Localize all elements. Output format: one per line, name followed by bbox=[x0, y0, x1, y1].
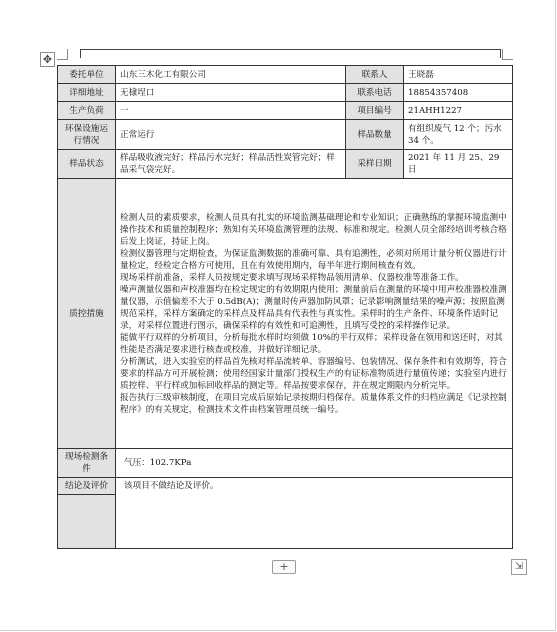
qc-paragraph: 分析测试，进入实验室的样品首先核对样品流转单、容器编号、包装情况、保存条件和有效期等，符合要求的样品方可开展检测；使用经国家计量部门授权生产的有证标准物质进行量值传递；实验室内进行质控样、平行样或加标回收样品的测定等。样品按要求保存，并在规定期限内分析完毕。 bbox=[120, 356, 507, 391]
address-value[interactable]: 无棣埕口 bbox=[116, 84, 346, 102]
qc-paragraph: 检测人员的素质要求，检测人员具有扎实的环境监测基础理论和专业知识；正确熟练的掌握环境监测中操作技术和质量控制程序；熟知有关环境监测管理的法规、标准和规定。检测人员全部经培训考核合格后发上岗证，持证上岗。 bbox=[120, 212, 507, 247]
table-row bbox=[58, 84, 513, 102]
phone-label: 联系电话 bbox=[346, 84, 404, 102]
qc-measures[interactable] bbox=[116, 179, 513, 449]
qc-paragraph: 检测仪器管理与定期检查，为保证监测数据的准确可靠、具有追溯性，必须对所用计量分析仪器进行计量检定，经检定合格方可使用，且在有效使用期内，每半年进行期间核查有效。 bbox=[120, 248, 507, 271]
table-row bbox=[58, 120, 513, 150]
header-rule bbox=[80, 49, 501, 58]
conclusion-label: 结论及评价 bbox=[58, 478, 116, 495]
qc-paragraph: 能做平行双样的分析项目，分析每批水样时均须做 10%的平行双样；采样设备在领用和送还时，对其性能是否满足要求进行核查或校准，并做好详细记录。 bbox=[120, 332, 503, 355]
client-value[interactable]: 山东三木化工有限公司 bbox=[116, 66, 346, 84]
table-row bbox=[58, 150, 513, 179]
qc-label: 质控措施 bbox=[58, 179, 116, 449]
table-row bbox=[58, 478, 513, 495]
sample-state-label: 样品状态 bbox=[58, 150, 116, 179]
qc-paragraph: 现场采样前准备，采样人员按规定要求填写现场采样物品领用清单、仪器校准等准备工作。 bbox=[120, 272, 464, 283]
phone-value[interactable]: 18854357408 bbox=[404, 84, 513, 102]
table-resize-icon[interactable]: ⇲ bbox=[511, 559, 527, 575]
table-row bbox=[58, 66, 513, 84]
production-label: 生产负荷 bbox=[58, 102, 116, 120]
sample-qty-value[interactable]: 有组织废气 12 个；污水 34 个。 bbox=[404, 120, 513, 150]
production-value[interactable]: 一 bbox=[116, 102, 346, 120]
conclusion-value[interactable]: 该项目不做结论及评价。 bbox=[116, 478, 513, 549]
address-label: 详细地址 bbox=[58, 84, 116, 102]
facility-label: 环保设施运行情况 bbox=[58, 120, 116, 150]
sample-state-value[interactable]: 样品吸收液完好；样品污水完好；样品活性炭管完好；样品采气袋完好。 bbox=[116, 150, 346, 179]
client-label: 委托单位 bbox=[58, 66, 116, 84]
sample-date-label: 采样日期 bbox=[346, 150, 404, 179]
table-row bbox=[58, 449, 513, 478]
contact-label: 联系人 bbox=[346, 66, 404, 84]
weather-value[interactable]: 气压：102.7KPa bbox=[116, 449, 513, 478]
project-no-label: 项目编号 bbox=[346, 102, 404, 120]
add-row-plus-icon[interactable]: + bbox=[272, 560, 296, 574]
contact-value[interactable]: 王晓磊 bbox=[404, 66, 513, 84]
qc-paragraph: 噪声测量仪器和声校准器均在检定规定的有效期限内使用；测量前后在测量的环境中用声校准器校准测量仪器，示值偏差不大于 0.5dB(A)；测量时传声器加防风罩；记录影响测量结果的噪声源；按照监测规范采样，采样方案确定的采样点及样品具有代表性与真实性。采样时的生产条件、环境条件适时记录，对采样位置进行图示，确保采样的有效性和可追溯性，且填写受控的采样操作记录。 bbox=[120, 284, 507, 331]
weather-label: 现场检测条件 bbox=[58, 449, 116, 478]
table-move-handle-icon[interactable]: ✥ bbox=[40, 52, 55, 67]
project-no-value[interactable]: 21AHH1227 bbox=[404, 102, 513, 120]
table-row bbox=[58, 102, 513, 120]
inspection-info-table bbox=[57, 65, 513, 549]
crop-mark-top-left bbox=[57, 49, 68, 60]
crop-mark-top-right bbox=[502, 49, 513, 60]
qc-paragraph: 报告执行三级审核制度，在项目完成后原始记录按期归档保存。质量体系文件的归档应满足《记录控制程序》的有关规定，检测技术文件由档案管理员统一编号。 bbox=[120, 392, 507, 415]
sample-qty-label: 样品数量 bbox=[346, 120, 404, 150]
facility-value[interactable]: 正常运行 bbox=[116, 120, 346, 150]
table-row bbox=[58, 179, 513, 449]
conclusion-label-extension bbox=[58, 495, 116, 549]
sample-date-value[interactable]: 2021 年 11 月 25、29 日 bbox=[404, 150, 513, 179]
